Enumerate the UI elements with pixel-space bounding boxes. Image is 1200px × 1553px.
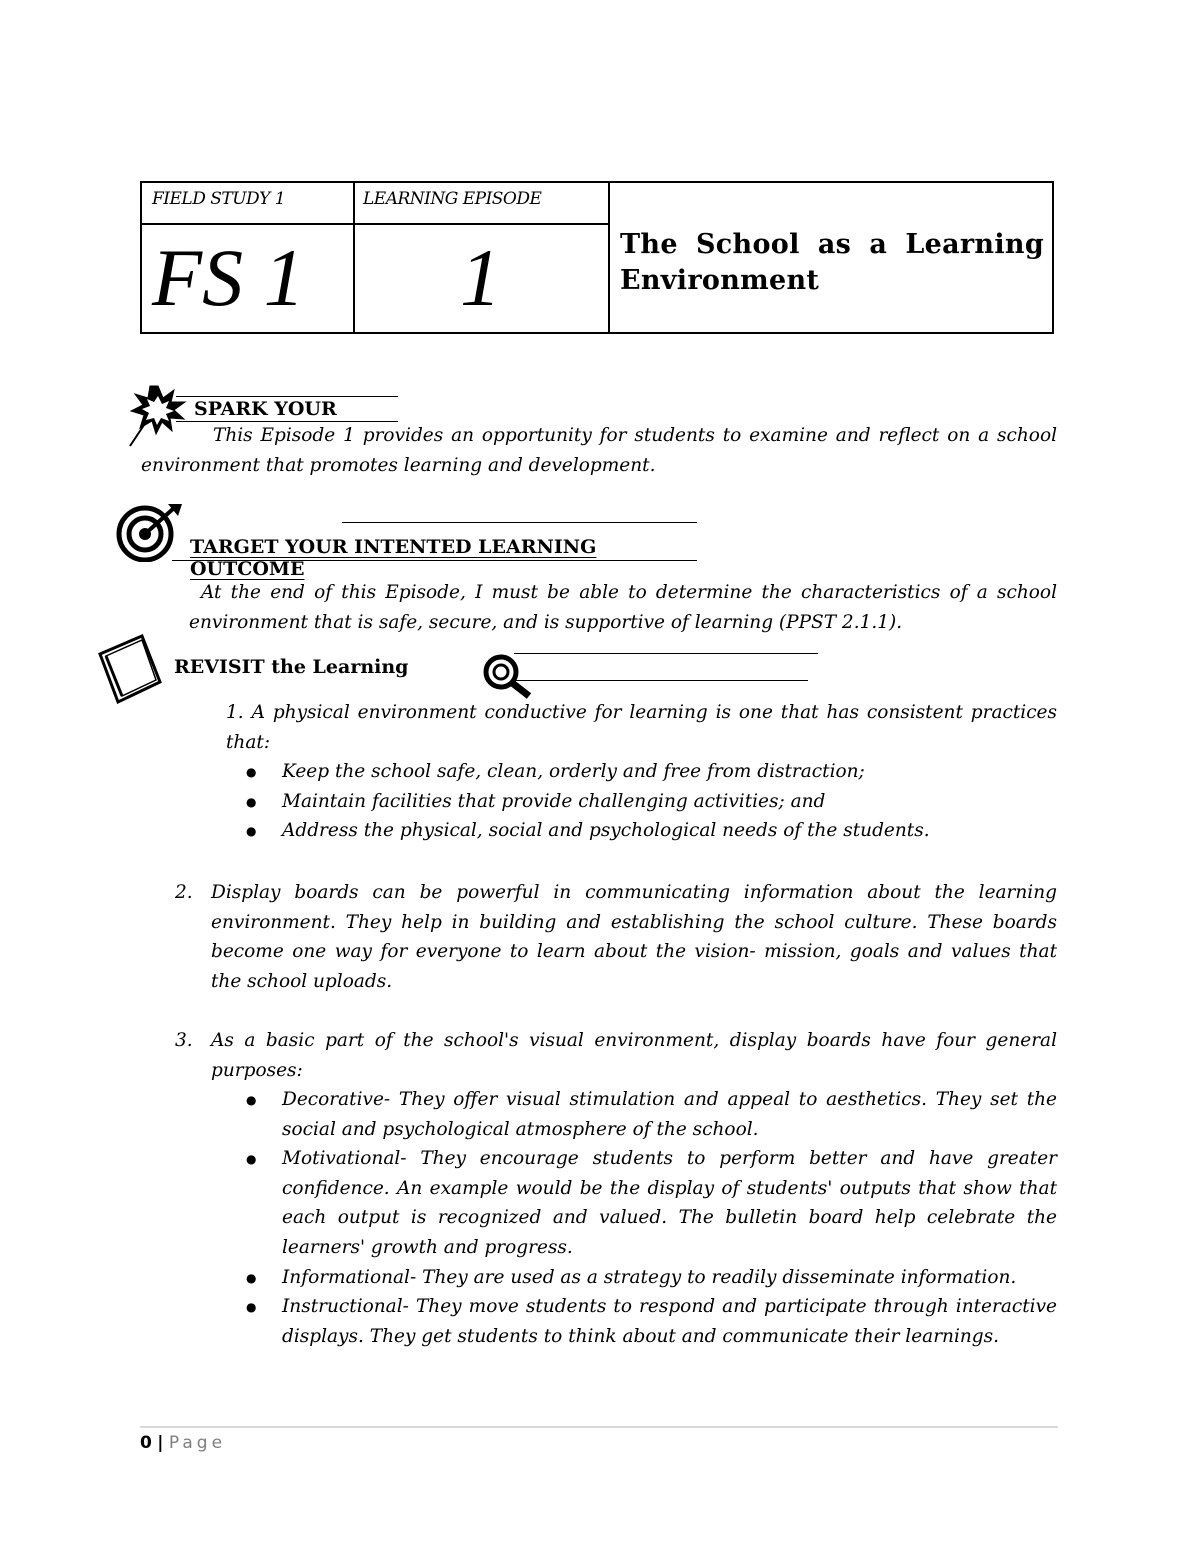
page-label: Page bbox=[168, 1433, 227, 1453]
revisit-heading-rule bbox=[514, 653, 818, 654]
item-1-bullet-list bbox=[210, 757, 1057, 846]
target-heading-rule bbox=[342, 522, 697, 523]
list-item: ● Address the physical, social and psychological needs of the students. bbox=[210, 816, 1057, 846]
target-heading: TARGET YOUR INTENTED LEARNING OUTCOME bbox=[190, 536, 597, 580]
list-item: ● Informational- They are used as a strategy to readily disseminate information. bbox=[210, 1263, 1057, 1293]
table-divider bbox=[353, 183, 355, 332]
fs-code: FS 1 bbox=[152, 232, 305, 323]
book-icon bbox=[96, 632, 164, 706]
page-number: 0 bbox=[140, 1433, 152, 1453]
episode-number: 1 bbox=[460, 232, 501, 323]
target-icon bbox=[112, 502, 184, 562]
list-item: ● Instructional- They move students to respond and participate through interactive displays. They get students to think about and communicate their learnings. bbox=[210, 1292, 1057, 1351]
item-3-bullet-list bbox=[210, 1085, 1057, 1351]
spark-heading-rule bbox=[176, 396, 398, 397]
list-item: ● Decorative- They offer visual stimulation and appeal to aesthetics. They set the social and psychological atmosphere of the school. bbox=[210, 1085, 1057, 1144]
item-number: 2. bbox=[175, 882, 193, 903]
revisit-item-3: As a basic part of the school's visual environment, display boards have four general purposes: bbox=[211, 1030, 1057, 1081]
spark-heading: SPARK YOUR bbox=[194, 398, 337, 420]
item-number: 1. bbox=[226, 702, 244, 723]
target-text: At the end of this Episode, I must be able to determine the characteristics of a school environment that is safe, secure, and is supportive of learning (PPST 2.1.1). bbox=[189, 582, 1057, 633]
footer-rule bbox=[140, 1426, 1058, 1428]
revisit-heading: REVISIT the Learning bbox=[174, 656, 409, 678]
target-heading-rule bbox=[172, 560, 697, 561]
table-divider bbox=[142, 223, 608, 225]
footer-separator: | bbox=[157, 1433, 164, 1453]
item-number: 3. bbox=[175, 1030, 193, 1051]
page-footer bbox=[140, 1433, 226, 1453]
revisit-item-2: Display boards can be powerful in communicating information about the learning environment. They help in building and establishing the school culture. These boards become one way for everyone to learn about the vision- mission, goals and values that the school uploads. bbox=[211, 882, 1057, 992]
list-item: ● Maintain facilities that provide challenging activities; and bbox=[210, 787, 1057, 817]
field-study-label: FIELD STUDY 1 bbox=[152, 189, 286, 209]
list-item: ● Keep the school safe, clean, orderly and free from distraction; bbox=[210, 757, 1057, 787]
table-divider bbox=[608, 183, 610, 332]
revisit-item-1 bbox=[226, 698, 1057, 757]
revisit-heading-rule bbox=[514, 680, 808, 681]
item-text: A physical environment conductive for learning is one that has consistent practices that: bbox=[226, 702, 1058, 753]
learning-episode-label: LEARNING EPISODE bbox=[363, 189, 542, 209]
episode-title: The School as a Learning Environment bbox=[620, 229, 1044, 296]
magnifier-icon bbox=[481, 652, 539, 702]
episode-header-table bbox=[140, 181, 1054, 334]
list-item: ● Motivational- They encourage students to perform better and have greater confidence. An example would be the display of students' outputs that show that each output is recognized and valued. The bulletin board help celebrate the learners' growth and progress. bbox=[210, 1144, 1057, 1262]
spark-text: This Episode 1 provides an opportunity for students to examine and reflect on a school environment that promotes learning and development. bbox=[141, 425, 1057, 476]
